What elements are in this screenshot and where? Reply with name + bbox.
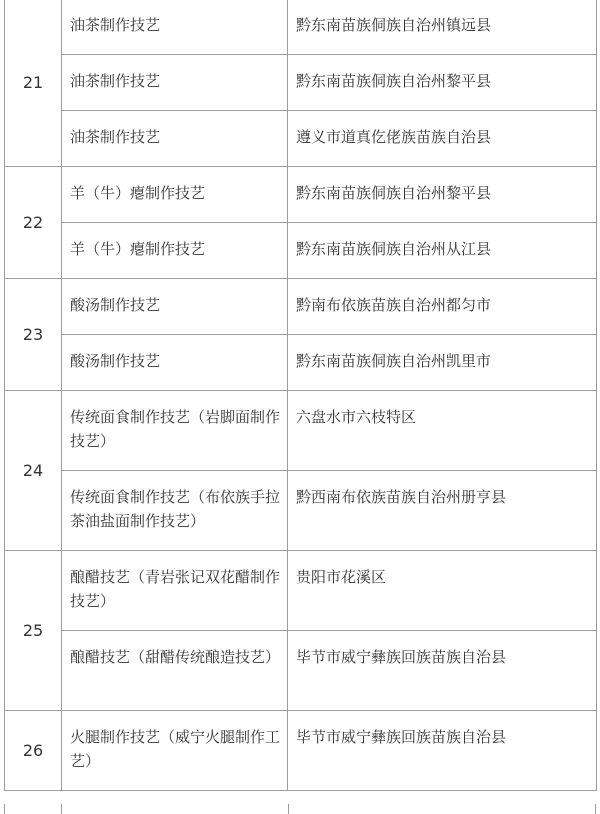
- column-divider: [288, 804, 289, 814]
- item-location: 遵义市道真仡佬族苗族自治县: [288, 111, 597, 167]
- item-location: 黔东南苗族侗族自治州黎平县: [288, 167, 597, 223]
- table-row: [5, 55, 597, 111]
- item-location: 黔东南苗族侗族自治州凯里市: [288, 335, 597, 391]
- table-row: [5, 279, 597, 335]
- item-name: 传统面食制作技艺（布依族手拉茶油盐面制作技艺）: [62, 471, 288, 551]
- table-row: [5, 0, 597, 55]
- column-divider: [61, 804, 62, 814]
- table-row: [5, 391, 597, 471]
- table-row: [5, 631, 597, 711]
- table-continuation: [4, 804, 596, 814]
- row-number: 25: [5, 551, 62, 711]
- item-location: 黔东南苗族侗族自治州从江县: [288, 223, 597, 279]
- table-row: [5, 711, 597, 791]
- item-location: 黔东南苗族侗族自治州黎平县: [288, 55, 597, 111]
- item-location: 黔南布依族苗族自治州都匀市: [288, 279, 597, 335]
- item-name: 火腿制作技艺（威宁火腿制作工艺）: [62, 711, 288, 791]
- table-row: [5, 223, 597, 279]
- item-location: 贵阳市花溪区: [288, 551, 597, 631]
- item-location: 黔西南布依族苗族自治州册亨县: [288, 471, 597, 551]
- table-row: [5, 335, 597, 391]
- item-name: 羊（牛）瘪制作技艺: [62, 223, 288, 279]
- item-name: 油茶制作技艺: [62, 55, 288, 111]
- item-location: 毕节市威宁彝族回族苗族自治县: [288, 631, 597, 711]
- table-row: [5, 471, 597, 551]
- item-name: 酸汤制作技艺: [62, 279, 288, 335]
- item-location: 六盘水市六枝特区: [288, 391, 597, 471]
- table-row: [5, 551, 597, 631]
- item-location: 黔东南苗族侗族自治州镇远县: [288, 0, 597, 55]
- row-number: 21: [5, 0, 62, 167]
- item-location: 毕节市威宁彝族回族苗族自治县: [288, 711, 597, 791]
- item-name: 羊（牛）瘪制作技艺: [62, 167, 288, 223]
- table-row: [5, 167, 597, 223]
- heritage-table: [4, 0, 597, 791]
- table-row: [5, 111, 597, 167]
- item-name: 酿醋技艺（甜醋传统酿造技艺）: [62, 631, 288, 711]
- row-number: 23: [5, 279, 62, 391]
- item-name: 酿醋技艺（青岩张记双花醋制作技艺）: [62, 551, 288, 631]
- row-number: 26: [5, 711, 62, 791]
- row-number: 22: [5, 167, 62, 279]
- item-name: 传统面食制作技艺（岩脚面制作技艺）: [62, 391, 288, 471]
- item-name: 酸汤制作技艺: [62, 335, 288, 391]
- row-number: 24: [5, 391, 62, 551]
- item-name: 油茶制作技艺: [62, 111, 288, 167]
- item-name: 油茶制作技艺: [62, 0, 288, 55]
